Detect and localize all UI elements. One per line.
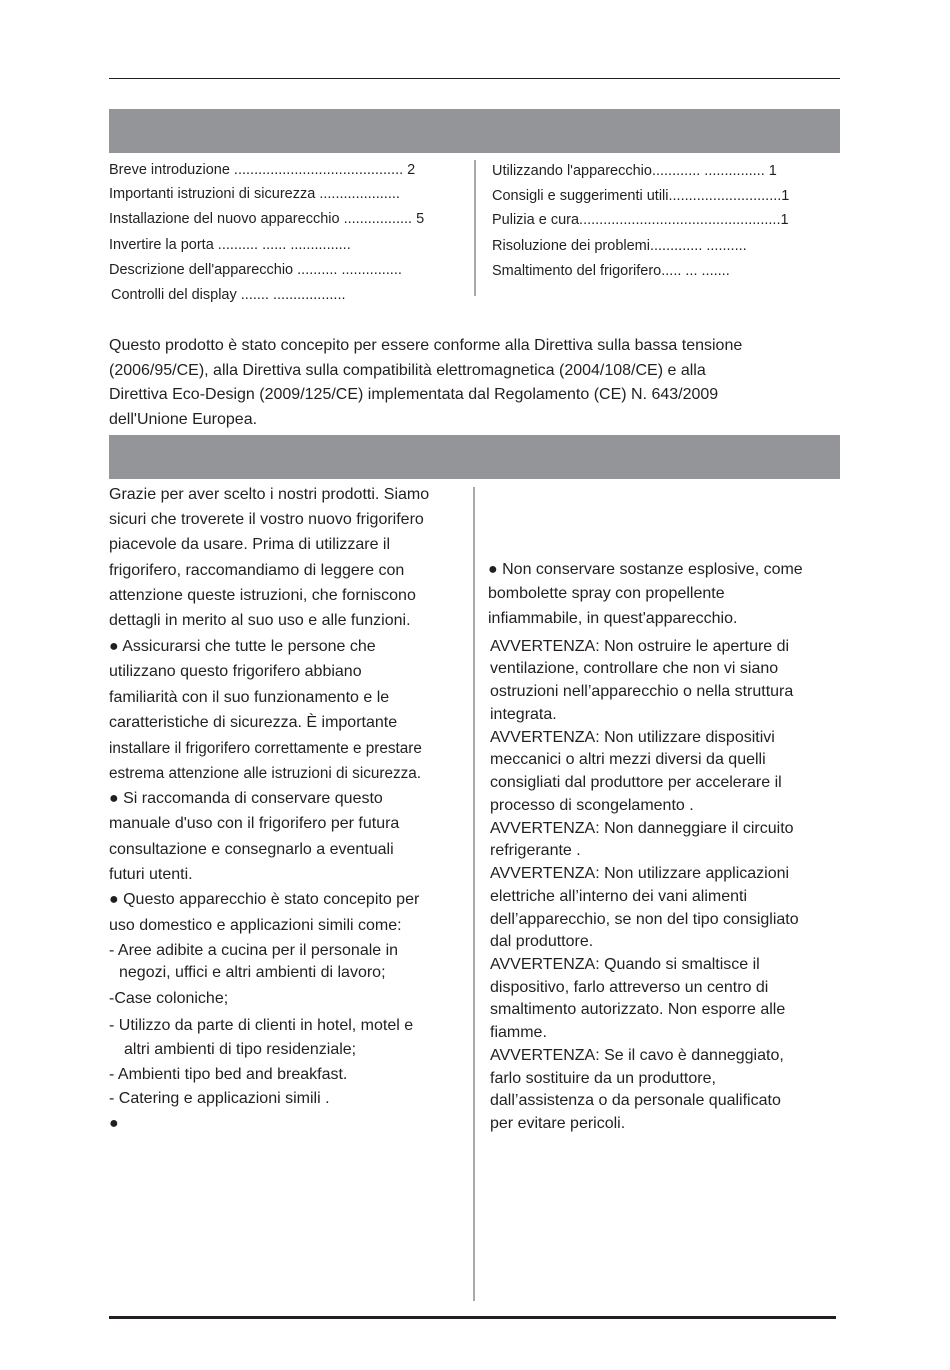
right-line: per evitare pericoli.	[490, 1115, 626, 1132]
left-line: futuri utenti.	[109, 866, 193, 883]
left-line: familiarità con il suo funzionamento e le	[109, 689, 390, 706]
left-line: - Aree adibite a cucina per il personale in	[109, 942, 399, 959]
left-line: ● Si raccomanda di conservare questo	[109, 790, 383, 807]
right-line: processo di scongelamento .	[490, 797, 694, 814]
conformity-line: (2006/95/CE), alla Direttiva sulla compatibilità elettromagnetica (2004/108/CE) e alla	[109, 361, 706, 379]
right-line: farlo sostituire da un produttore,	[490, 1070, 716, 1087]
right-line: ● Non conservare sostanze esplosive, come	[488, 561, 803, 578]
column-divider	[473, 487, 475, 1301]
right-line: infiammabile, in quest'apparecchio.	[488, 610, 738, 627]
section-header-bar	[109, 435, 840, 479]
left-line: installare il frigorifero correttamente e prestare	[109, 740, 422, 757]
right-line: AVVERTENZA: Non utilizzare applicazioni	[490, 865, 790, 882]
contents-header-bar	[109, 109, 840, 153]
left-line: consultazione e consegnarlo a eventuali	[109, 841, 394, 858]
right-line: meccanici o altri mezzi diversi da quelli	[490, 751, 766, 768]
right-line: AVVERTENZA: Non ostruire le aperture di	[490, 638, 790, 655]
left-line: manuale d'uso con il frigorifero per futura	[109, 815, 400, 832]
right-line: dell’apparecchio, se non del tipo consigliato	[490, 911, 799, 928]
left-line: uso domestico e applicazioni simili come:	[109, 917, 402, 934]
left-line: altri ambienti di tipo residenziale;	[124, 1041, 357, 1058]
toc-left-item-3: Installazione del nuovo apparecchio ................. 5	[109, 211, 425, 227]
left-line: frigorifero, raccomandiamo di leggere con	[109, 562, 405, 579]
toc-right-item-2: Consigli e suggerimenti utili............................1	[492, 188, 790, 204]
left-line: Grazie per aver scelto i nostri prodotti. Siamo	[109, 486, 430, 503]
conformity-line: Direttiva Eco-Design (2009/125/CE) implementata dal Regolamento (CE) N. 643/2009	[109, 386, 719, 403]
right-line: integrata.	[490, 706, 557, 723]
right-line: fiamme.	[490, 1024, 547, 1041]
right-line: bombolette spray con propellente	[488, 585, 725, 602]
left-line: dettagli in merito al suo uso e alle funzioni.	[109, 612, 411, 629]
right-line: dispositivo, farlo attreverso un centro di	[490, 979, 769, 996]
left-line: negozi, uffici e altri ambienti di lavoro;	[119, 964, 386, 981]
top-rule	[109, 78, 840, 79]
left-line: estrema attenzione alle istruzioni di sicurezza.	[109, 765, 422, 782]
conformity-line: Questo prodotto è stato concepito per essere conforme alla Direttiva sulla bassa tensione	[109, 337, 743, 354]
right-line: smaltimento autorizzato. Non esporre alle	[490, 1001, 786, 1018]
left-line: - Catering e applicazioni simili .	[109, 1090, 330, 1107]
right-line: AVVERTENZA: Se il cavo è danneggiato,	[490, 1047, 784, 1064]
toc-divider	[474, 160, 476, 296]
left-line: ● Assicurarsi che tutte le persone che	[109, 638, 376, 655]
toc-right-item-5: Smaltimento del frigorifero..... ... .......	[492, 263, 730, 279]
right-line: dall’assistenza o da personale qualificato	[490, 1092, 781, 1109]
left-line: utilizzano questo frigorifero abbiano	[109, 663, 362, 680]
right-line: AVVERTENZA: Non danneggiare il circuito	[490, 820, 794, 837]
right-line: refrigerante .	[490, 842, 581, 859]
right-line: elettriche all’interno dei vani alimenti	[490, 888, 748, 905]
conformity-line: dell'Unione Europea.	[109, 410, 258, 428]
toc-left-item-5: Descrizione dell'apparecchio .......... ...............	[109, 262, 402, 278]
right-line: consigliati dal produttore per accelerare il	[490, 774, 782, 791]
left-line: caratteristiche di sicurezza. È importante	[109, 714, 398, 731]
left-line: ● Questo apparecchio è stato concepito per	[109, 891, 420, 908]
toc-left-item-1: Breve introduzione .......................................... 2	[109, 162, 416, 178]
left-line: attenzione queste istruzioni, che forniscono	[109, 587, 416, 604]
left-line: -Case coloniche;	[109, 990, 229, 1007]
bottom-rule	[109, 1316, 836, 1319]
left-line: - Utilizzo da parte di clienti in hotel, motel e	[109, 1017, 414, 1034]
right-line: ventilazione, controllare che non vi siano	[490, 660, 779, 677]
toc-left-item-4: Invertire la porta .......... ...... ...............	[109, 237, 351, 253]
right-line: AVVERTENZA: Quando si smaltisce il	[490, 956, 760, 973]
left-line: sicuri che troverete il vostro nuovo frigorifero	[109, 511, 424, 528]
left-bullet: ●	[109, 1115, 119, 1132]
toc-right-item-1: Utilizzando l'apparecchio............ ............... 1	[492, 163, 777, 179]
right-line: ostruzioni nell’apparecchio o nella struttura	[490, 683, 794, 700]
right-line: AVVERTENZA: Non utilizzare dispositivi	[490, 729, 775, 746]
toc-left-item-6: Controlli del display ....... ..................	[111, 287, 346, 303]
right-line: dal produttore.	[490, 933, 594, 950]
toc-right-item-3: Pulizia e cura..................................................1	[492, 212, 789, 228]
conformity-paragraph	[109, 334, 742, 432]
left-line: - Ambienti tipo bed and breakfast.	[109, 1066, 348, 1083]
toc-left-item-2: Importanti istruzioni di sicurezza ....................	[109, 186, 400, 202]
toc-right-item-4: Risoluzione dei problemi............. ..........	[492, 238, 747, 254]
left-line: piacevole da usare. Prima di utilizzare il	[109, 536, 391, 553]
